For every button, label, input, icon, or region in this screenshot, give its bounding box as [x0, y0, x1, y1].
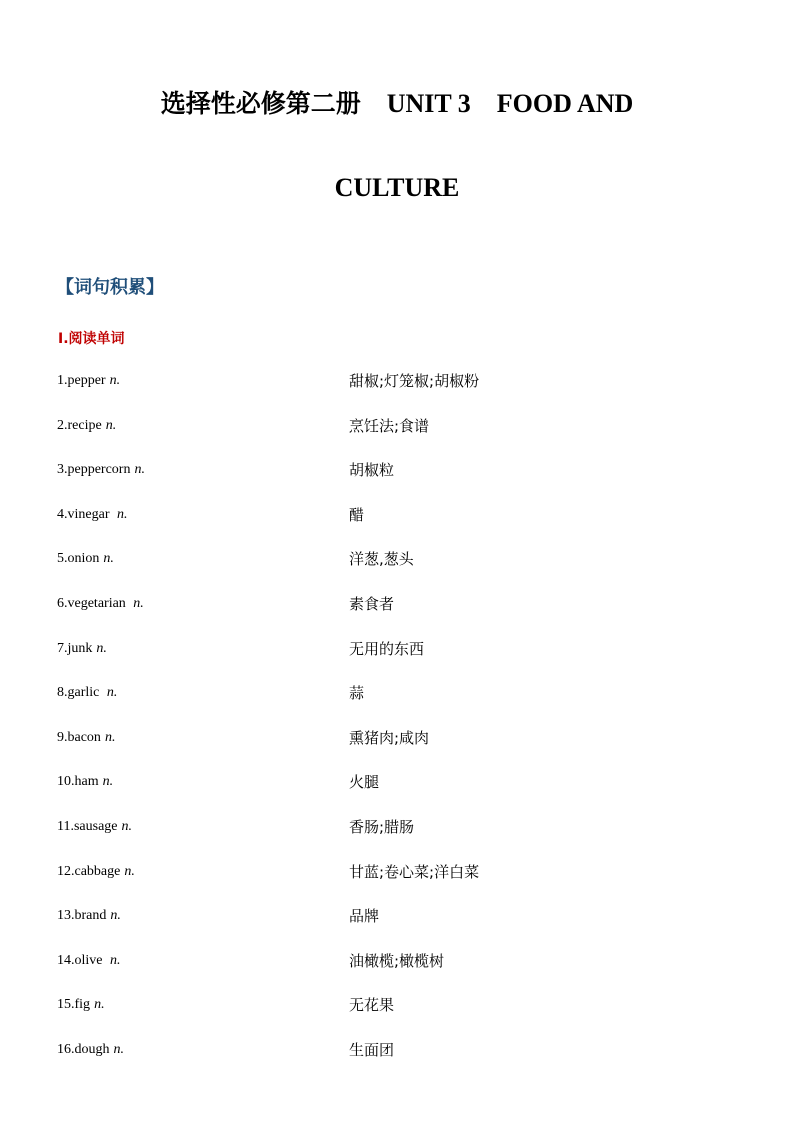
part-of-speech: n. — [106, 685, 118, 701]
vocab-word: 15.fig n. — [57, 997, 105, 1013]
vocab-row — [0, 949, 794, 973]
vocab-row — [0, 414, 794, 438]
vocab-word: 7.junk n. — [57, 640, 107, 656]
vocab-meaning: 火腿 — [349, 773, 380, 792]
vocab-row — [0, 547, 794, 571]
part-of-speech: n. — [110, 952, 121, 968]
vocab-word: 12.cabbage n. — [57, 863, 135, 879]
page-title-line-1 — [0, 84, 794, 120]
vocab-meaning: 洋葱,葱头 — [349, 550, 414, 569]
vocab-meaning: 香肠;腊肠 — [349, 818, 415, 836]
part-of-speech: n. — [109, 373, 121, 388]
vocab-row — [0, 1038, 794, 1062]
vocab-word: 1.pepper n. — [57, 373, 121, 388]
vocab-row — [0, 681, 794, 705]
vocab-meaning: 蒜 — [349, 684, 365, 703]
vocab-meaning: 生面团 — [349, 1041, 395, 1059]
section-header-vocab: 【词句积累】 — [56, 277, 164, 298]
part-of-speech: n. — [116, 506, 128, 522]
vocab-row — [0, 904, 794, 928]
vocab-meaning: 品牌 — [349, 907, 380, 926]
part-of-speech: n. — [124, 863, 135, 879]
vocab-meaning: 甜椒;灯笼椒;胡椒粉 — [349, 372, 480, 390]
part-of-speech: n. — [110, 908, 121, 924]
part-of-speech: n. — [96, 640, 107, 656]
page-title-line-2: CULTURE — [334, 173, 460, 202]
vocab-row — [0, 815, 794, 839]
title-chinese: 选择性必修第二册 — [160, 89, 361, 118]
vocab-row — [0, 770, 794, 794]
vocab-row — [0, 458, 794, 482]
vocab-meaning: 无用的东西 — [349, 639, 425, 658]
vocab-meaning: 甘蓝;卷心菜;洋白菜 — [349, 862, 480, 881]
vocab-word: 6.vegetarian n. — [57, 596, 144, 611]
part-of-speech: n. — [105, 417, 117, 433]
vocab-word: 8.garlic n. — [57, 685, 118, 701]
vocab-meaning: 无花果 — [349, 996, 395, 1015]
title-spacer — [361, 89, 387, 118]
vocab-meaning: 烹饪法;食谱 — [349, 416, 430, 435]
vocab-row — [0, 993, 794, 1017]
vocab-meaning: 胡椒粒 — [349, 461, 395, 480]
vocab-row — [0, 726, 794, 750]
part-of-speech: n. — [94, 997, 105, 1013]
title-english: UNIT 3 FOOD AND — [386, 89, 634, 118]
part-of-speech: n. — [102, 774, 114, 790]
part-of-speech: n. — [134, 462, 145, 478]
vocab-word: 16.dough n. — [57, 1042, 124, 1057]
part-of-speech: n. — [133, 596, 144, 611]
vocab-word: 10.ham n. — [57, 774, 114, 790]
vocab-word: 4.vinegar n. — [57, 506, 128, 522]
part-of-speech: n. — [103, 551, 114, 567]
vocab-row — [0, 637, 794, 661]
vocab-word: 13.brand n. — [57, 908, 121, 924]
vocab-word: 11.sausage n. — [57, 819, 133, 834]
part-of-speech: n. — [104, 729, 116, 745]
vocab-meaning: 素食者 — [349, 595, 395, 613]
vocab-meaning: 醋 — [349, 505, 365, 524]
vocab-word: 9.bacon n. — [57, 729, 116, 745]
vocab-word: 14.olive n. — [57, 952, 121, 968]
vocab-row — [0, 369, 794, 393]
vocab-word: 2.recipe n. — [57, 417, 117, 433]
subsection-header-reading-words: Ⅰ.阅读单词 — [58, 331, 125, 347]
vocab-word: 5.onion n. — [57, 551, 114, 567]
vocab-row — [0, 503, 794, 527]
part-of-speech: n. — [113, 1042, 124, 1057]
vocab-row — [0, 592, 794, 616]
part-of-speech: n. — [121, 819, 133, 834]
vocab-meaning: 油橄榄;橄榄树 — [349, 951, 445, 970]
vocab-meaning: 熏猪肉;咸肉 — [349, 728, 430, 747]
vocab-word: 3.peppercorn n. — [57, 462, 145, 478]
vocab-row — [0, 860, 794, 884]
